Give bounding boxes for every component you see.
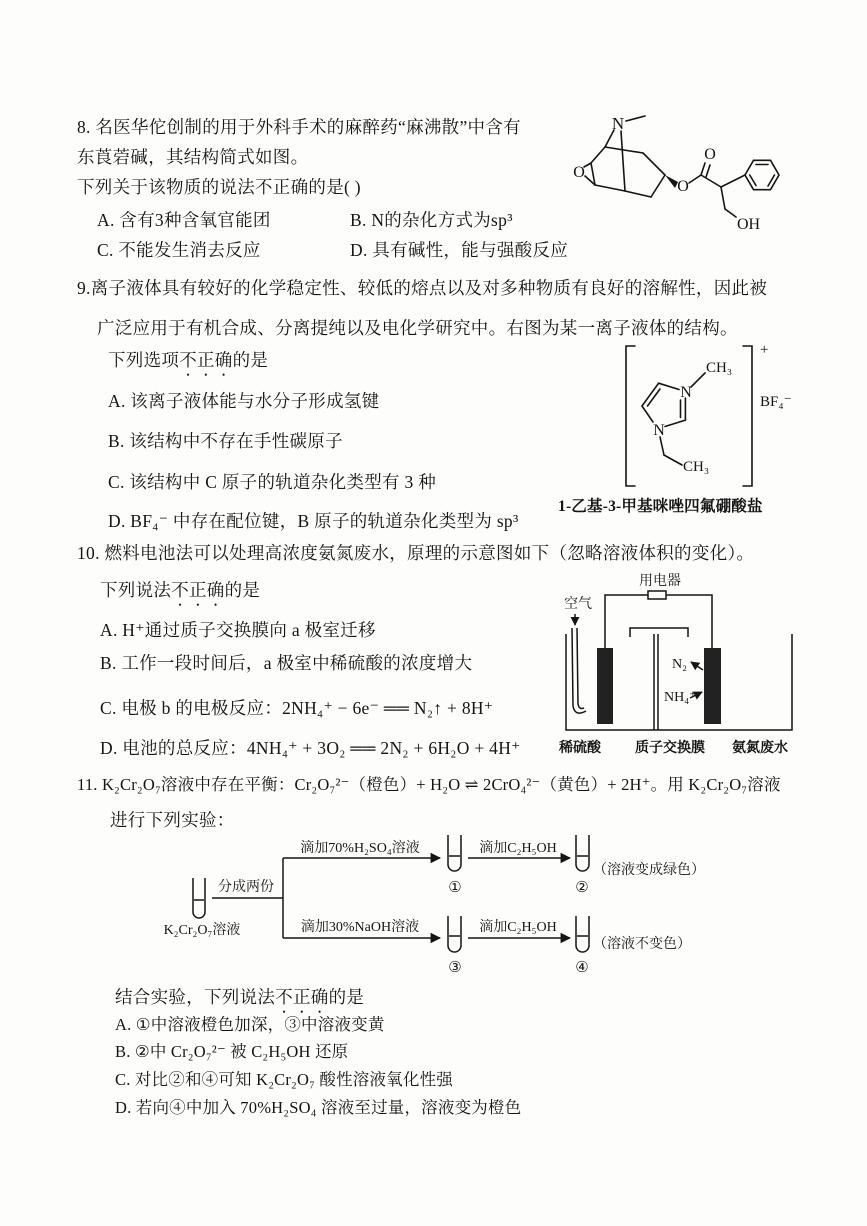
air-label: 空气 (564, 597, 592, 612)
tube-1-label: ① (448, 880, 462, 896)
sulfuric-acid-label: 稀硫酸 (559, 741, 601, 756)
right-wire (666, 595, 712, 648)
prompt-text: 的是 (224, 580, 261, 600)
electrode-b (704, 648, 721, 724)
q9-option-d: D. BF₄⁻ 中存在配位键，B 原子的轨道杂化类型为 sp³ (108, 511, 519, 531)
cell-lid (630, 628, 688, 637)
ring-double-bond (648, 389, 661, 406)
air-tube (577, 628, 584, 709)
nh4-label: NH₄⁺ (664, 690, 697, 705)
fuel-cell-diagram (550, 570, 805, 760)
epoxide-bond (584, 163, 591, 167)
prompt-text: 下列说法 (100, 580, 172, 600)
n1-label: N (653, 422, 665, 439)
q8-stem-line-1: 8. 名医华佗创制的用于外科手术的麻醉药“麻沸散”中含有 (77, 117, 521, 137)
q8-question-prompt: 下列关于该物质的说法不正确的是( ) (77, 177, 361, 197)
test-tube (193, 878, 205, 918)
experiment-flow-diagram (150, 830, 720, 980)
ionic-liquid-structure (620, 340, 805, 490)
q8-option-c: C. 不能发生消去反应 (97, 240, 261, 260)
test-tube (576, 916, 589, 952)
q9-option-b: B. 该结构中不存在手性碳原子 (108, 431, 343, 451)
tube-4-label: ④ (575, 960, 589, 976)
carbonyl-oxygen-label: O (704, 146, 716, 163)
bond (605, 147, 643, 153)
bond (725, 209, 736, 217)
q8-option-d: D. 具有碱性，能与强酸反应 (350, 240, 569, 260)
nitrogen-label: N (611, 114, 625, 133)
epoxide-oxygen-label: O (573, 164, 585, 181)
bottom-result-label: （溶液不变色） (593, 937, 691, 952)
load-resistor (648, 591, 666, 599)
q10-stem: 10. 燃料电池法可以处理高浓度氨氮废水，原理的示意图如下（忽略溶液体积的变化）。 (77, 543, 755, 563)
q8-stem-line-2: 东莨菪碱，其结构简式如图。 (77, 147, 309, 167)
air-tube (572, 628, 586, 713)
q11-option-a: A. ①中溶液橙色加深，③中溶液变黄 (115, 1015, 385, 1034)
ethyl-bond (660, 437, 664, 455)
prompt-text: 结合实验，下列说法 (115, 987, 276, 1007)
bond (651, 175, 665, 197)
q9-stem-line-2: 广泛应用于有机合成、分离提纯以及电化学研究中。右图为某一离子液体的结构。 (97, 318, 738, 338)
carbonyl-bond (701, 163, 705, 175)
right-bracket (743, 346, 752, 486)
q9-option-a: A. 该离子液体能与水分子形成氢键 (108, 391, 380, 411)
q9-option-c: C. 该结构中 C 原子的轨道杂化类型有 3 种 (108, 472, 437, 492)
wastewater-label: 氨氮废水 (732, 741, 788, 756)
q11-option-b: B. ②中 Cr₂O₇²⁻ 被 C₂H₅OH 还原 (115, 1042, 349, 1061)
top-result-label: （溶液变成绿色） (593, 863, 705, 878)
wedge-bond (665, 175, 678, 188)
bond (643, 153, 665, 175)
ionic-liquid-caption: 1-乙基-3-甲基咪唑四氟硼酸盐 (558, 498, 763, 515)
load-label: 用电器 (639, 574, 681, 589)
q10-option-c: C. 电极 b 的电极反应：2NH₄⁺ − 6e⁻ ══ N₂↑ + 8H⁺ (100, 698, 494, 718)
hydroxyl-label: OH (737, 216, 761, 233)
q8-option-a: A. 含有3种含氧官能团 (97, 210, 271, 230)
prompt-text: 的是 (232, 350, 269, 370)
left-wire (605, 595, 648, 648)
q11-option-d: D. 若向④中加入 70%H₂SO₄ 溶液至过量，溶液变为橙色 (115, 1098, 522, 1117)
prompt-text: 下列选项 (108, 350, 180, 370)
n3-label: N (680, 384, 692, 401)
bottom-reagent-label: 滴加30%NaOH溶液 (300, 920, 420, 935)
bond (625, 191, 651, 197)
membrane-label: 质子交换膜 (635, 741, 705, 756)
cation-charge: + (760, 342, 769, 358)
top-second-reagent-label: 滴加C₂H₅OH (479, 841, 557, 856)
q8-option-b: B. N的杂化方式为sp³ (350, 210, 513, 230)
test-tube (448, 835, 461, 871)
test-tube (576, 835, 589, 871)
q10-option-a: A. H⁺通过质子交换膜向 a 极室迁移 (100, 620, 376, 640)
bond (701, 175, 721, 187)
split-label: 分成两份 (218, 880, 274, 895)
n2-arrow (691, 662, 703, 670)
prompt-emphasis: 不正确 (275, 987, 329, 1007)
n-methyl-bond (626, 116, 645, 121)
ring-bond (665, 420, 685, 426)
anion-label: BF₄⁻ (760, 394, 792, 410)
scopolamine-structure (565, 105, 795, 240)
q10-option-d: D. 电池的总反应：4NH₄⁺ + 3O₂ ══ 2N₂ + 6H₂O + 4H⁺ (100, 738, 521, 758)
start-solution-label: K₂Cr₂O₇溶液 (163, 923, 241, 938)
bottom-second-reagent-label: 滴加C₂H₅OH (479, 920, 557, 935)
ring-bond (642, 406, 653, 422)
methyl-bond (691, 373, 705, 387)
prompt-emphasis: 不正确 (179, 350, 233, 370)
q11-option-c: C. 对比②和④可知 K₂Cr₂O₇ 酸性溶液氧化性强 (115, 1070, 453, 1089)
ethyl-bond (664, 455, 682, 465)
q9-question-prompt (108, 348, 268, 380)
tube-2-label: ② (575, 880, 589, 896)
ester-bond (689, 175, 701, 183)
q10-option-b: B. 工作一段时间后，a 极室中稀硫酸的浓度增大 (100, 653, 473, 673)
carbonyl-bond (706, 165, 710, 177)
bond (591, 147, 605, 163)
n2-label: N₂ (672, 657, 687, 672)
tube-3-label: ③ (448, 960, 462, 976)
bond (621, 131, 625, 191)
bond (595, 185, 625, 191)
bond (721, 187, 725, 209)
q11-stem-line-1: 11. K₂Cr₂O₇溶液中存在平衡：Cr₂O₇²⁻（橙色）+ H₂O ⇌ 2CrO₄²⁻（黄色）+ 2H⁺。用 K₂Cr₂O₇溶液 (77, 775, 781, 794)
q9-stem-line-1: 9.离子液体具有较好的化学稳定性、较低的熔点以及对多种物质有良好的溶解性，因此被 (77, 278, 768, 298)
ring-bond (659, 383, 679, 389)
electrode-a (597, 648, 613, 724)
q10-question-prompt (100, 578, 260, 610)
q11-stem-line-2: 进行下列实验： (110, 810, 235, 830)
prompt-emphasis: 不正确 (171, 580, 225, 600)
ethyl-methyl-label: CH₃ (683, 459, 710, 475)
prompt-text: 的是 (328, 987, 365, 1007)
top-reagent-label: 滴加70%H₂SO₄溶液 (300, 841, 420, 856)
ester-oxygen-label: O (677, 178, 689, 195)
left-bracket (626, 346, 635, 486)
test-tube (448, 916, 461, 952)
methyl-label: CH₃ (706, 360, 733, 376)
bond (721, 175, 745, 187)
